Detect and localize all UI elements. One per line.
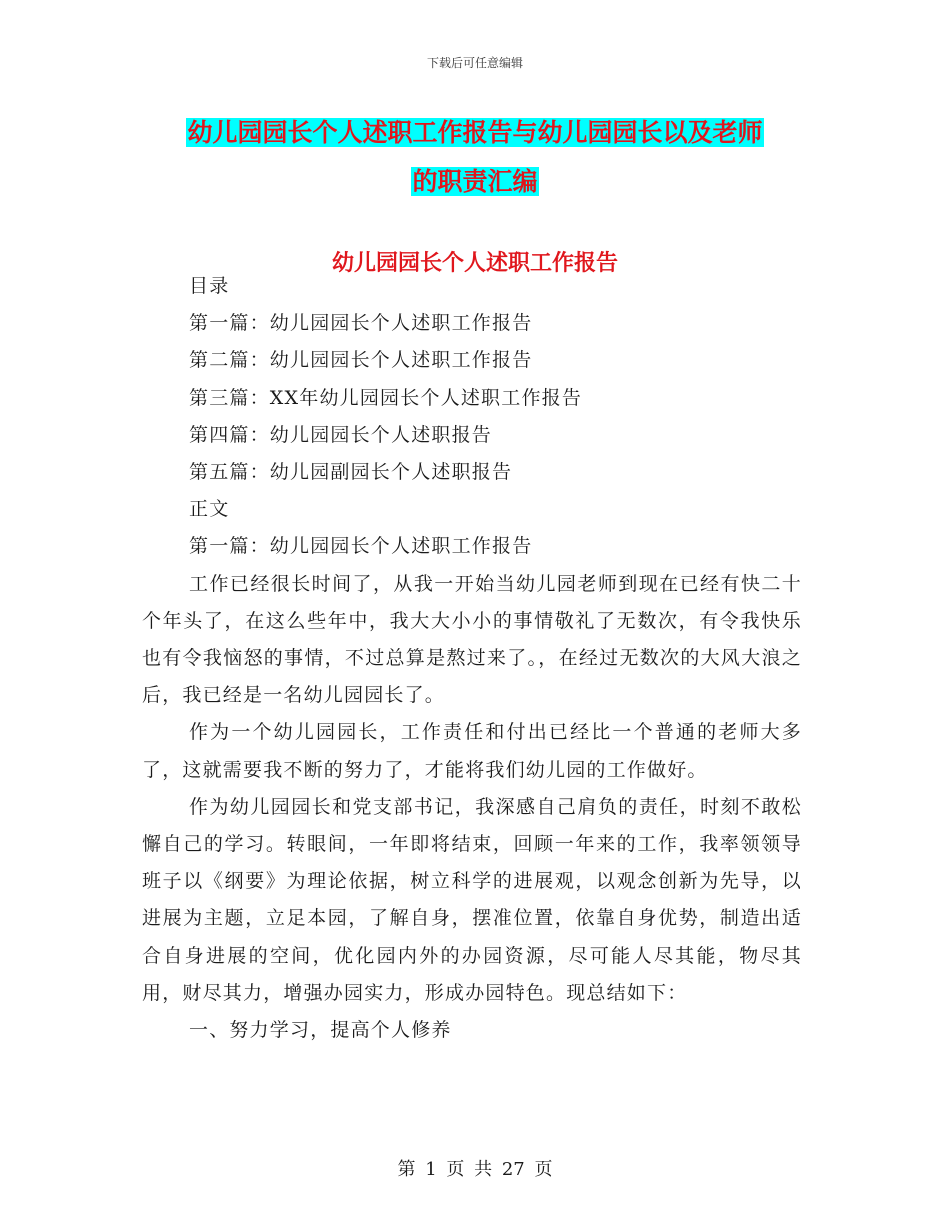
toc-item: 第二篇：幼儿园园长个人述职工作报告 [189, 349, 533, 372]
section-heading: 一、努力学习，提高个人修养 [189, 1019, 452, 1042]
title-line-2: 的职责汇编 [412, 167, 538, 196]
title-line-1: 幼儿园园长个人述职工作报告与幼儿园园长以及老师 [187, 118, 763, 147]
page-number-footer: 第 1 页 共 27 页 [397, 1159, 553, 1180]
toc-item: 第五篇：幼儿园副园长个人述职报告 [189, 461, 513, 484]
document-title [140, 108, 810, 206]
paragraph: 作为幼儿园园长和党支部书记，我深感自己肩负的责任，时刻不敢松懈自己的学习。转眼间，一年即将结束，回顾一年来的工作，我率领领导班子以《纲要》为理论依据，树立科学的进展观，以观念创新为先导，以进展为主题，立足本园，了解自身，摆准位置，依靠自身优势，制造出适合自身进展的空间，优化园内外的办园资源，尽可能人尽其能，物尽其用，财尽其力，增强办园实力，形成办园特色。现总结如下： [142, 795, 802, 1004]
toc-item: 第三篇：XX年幼儿园园长个人述职工作报告 [189, 386, 583, 409]
paragraph: 作为一个幼儿园园长，工作责任和付出已经比一个普通的老师大多了，这就需要我不断的努力了，才能将我们幼儿园的工作做好。 [142, 721, 802, 781]
body-heading: 正文 [189, 498, 230, 521]
header-note: 下载后可任意编辑 [426, 56, 523, 70]
toc-item: 第四篇：幼儿园园长个人述职报告 [189, 423, 493, 446]
document-body [142, 268, 802, 1049]
paragraph: 工作已经很长时间了，从我一开始当幼儿园老师到现在已经有快二十个年头了，在这么些年中，我大大小小的事情敬礼了无数次，有令我快乐也有令我恼怒的事情，不过总算是熬过来了。，在经过无数次的大风大浪之后，我已经是一名幼儿园园长了。 [142, 572, 802, 707]
toc-item: 第一篇：幼儿园园长个人述职工作报告 [189, 312, 533, 335]
section-title: 幼儿园园长个人述职工作报告 [331, 251, 618, 276]
part-title: 第一篇：幼儿园园长个人述职工作报告 [189, 535, 533, 558]
toc-heading: 目录 [189, 275, 230, 297]
